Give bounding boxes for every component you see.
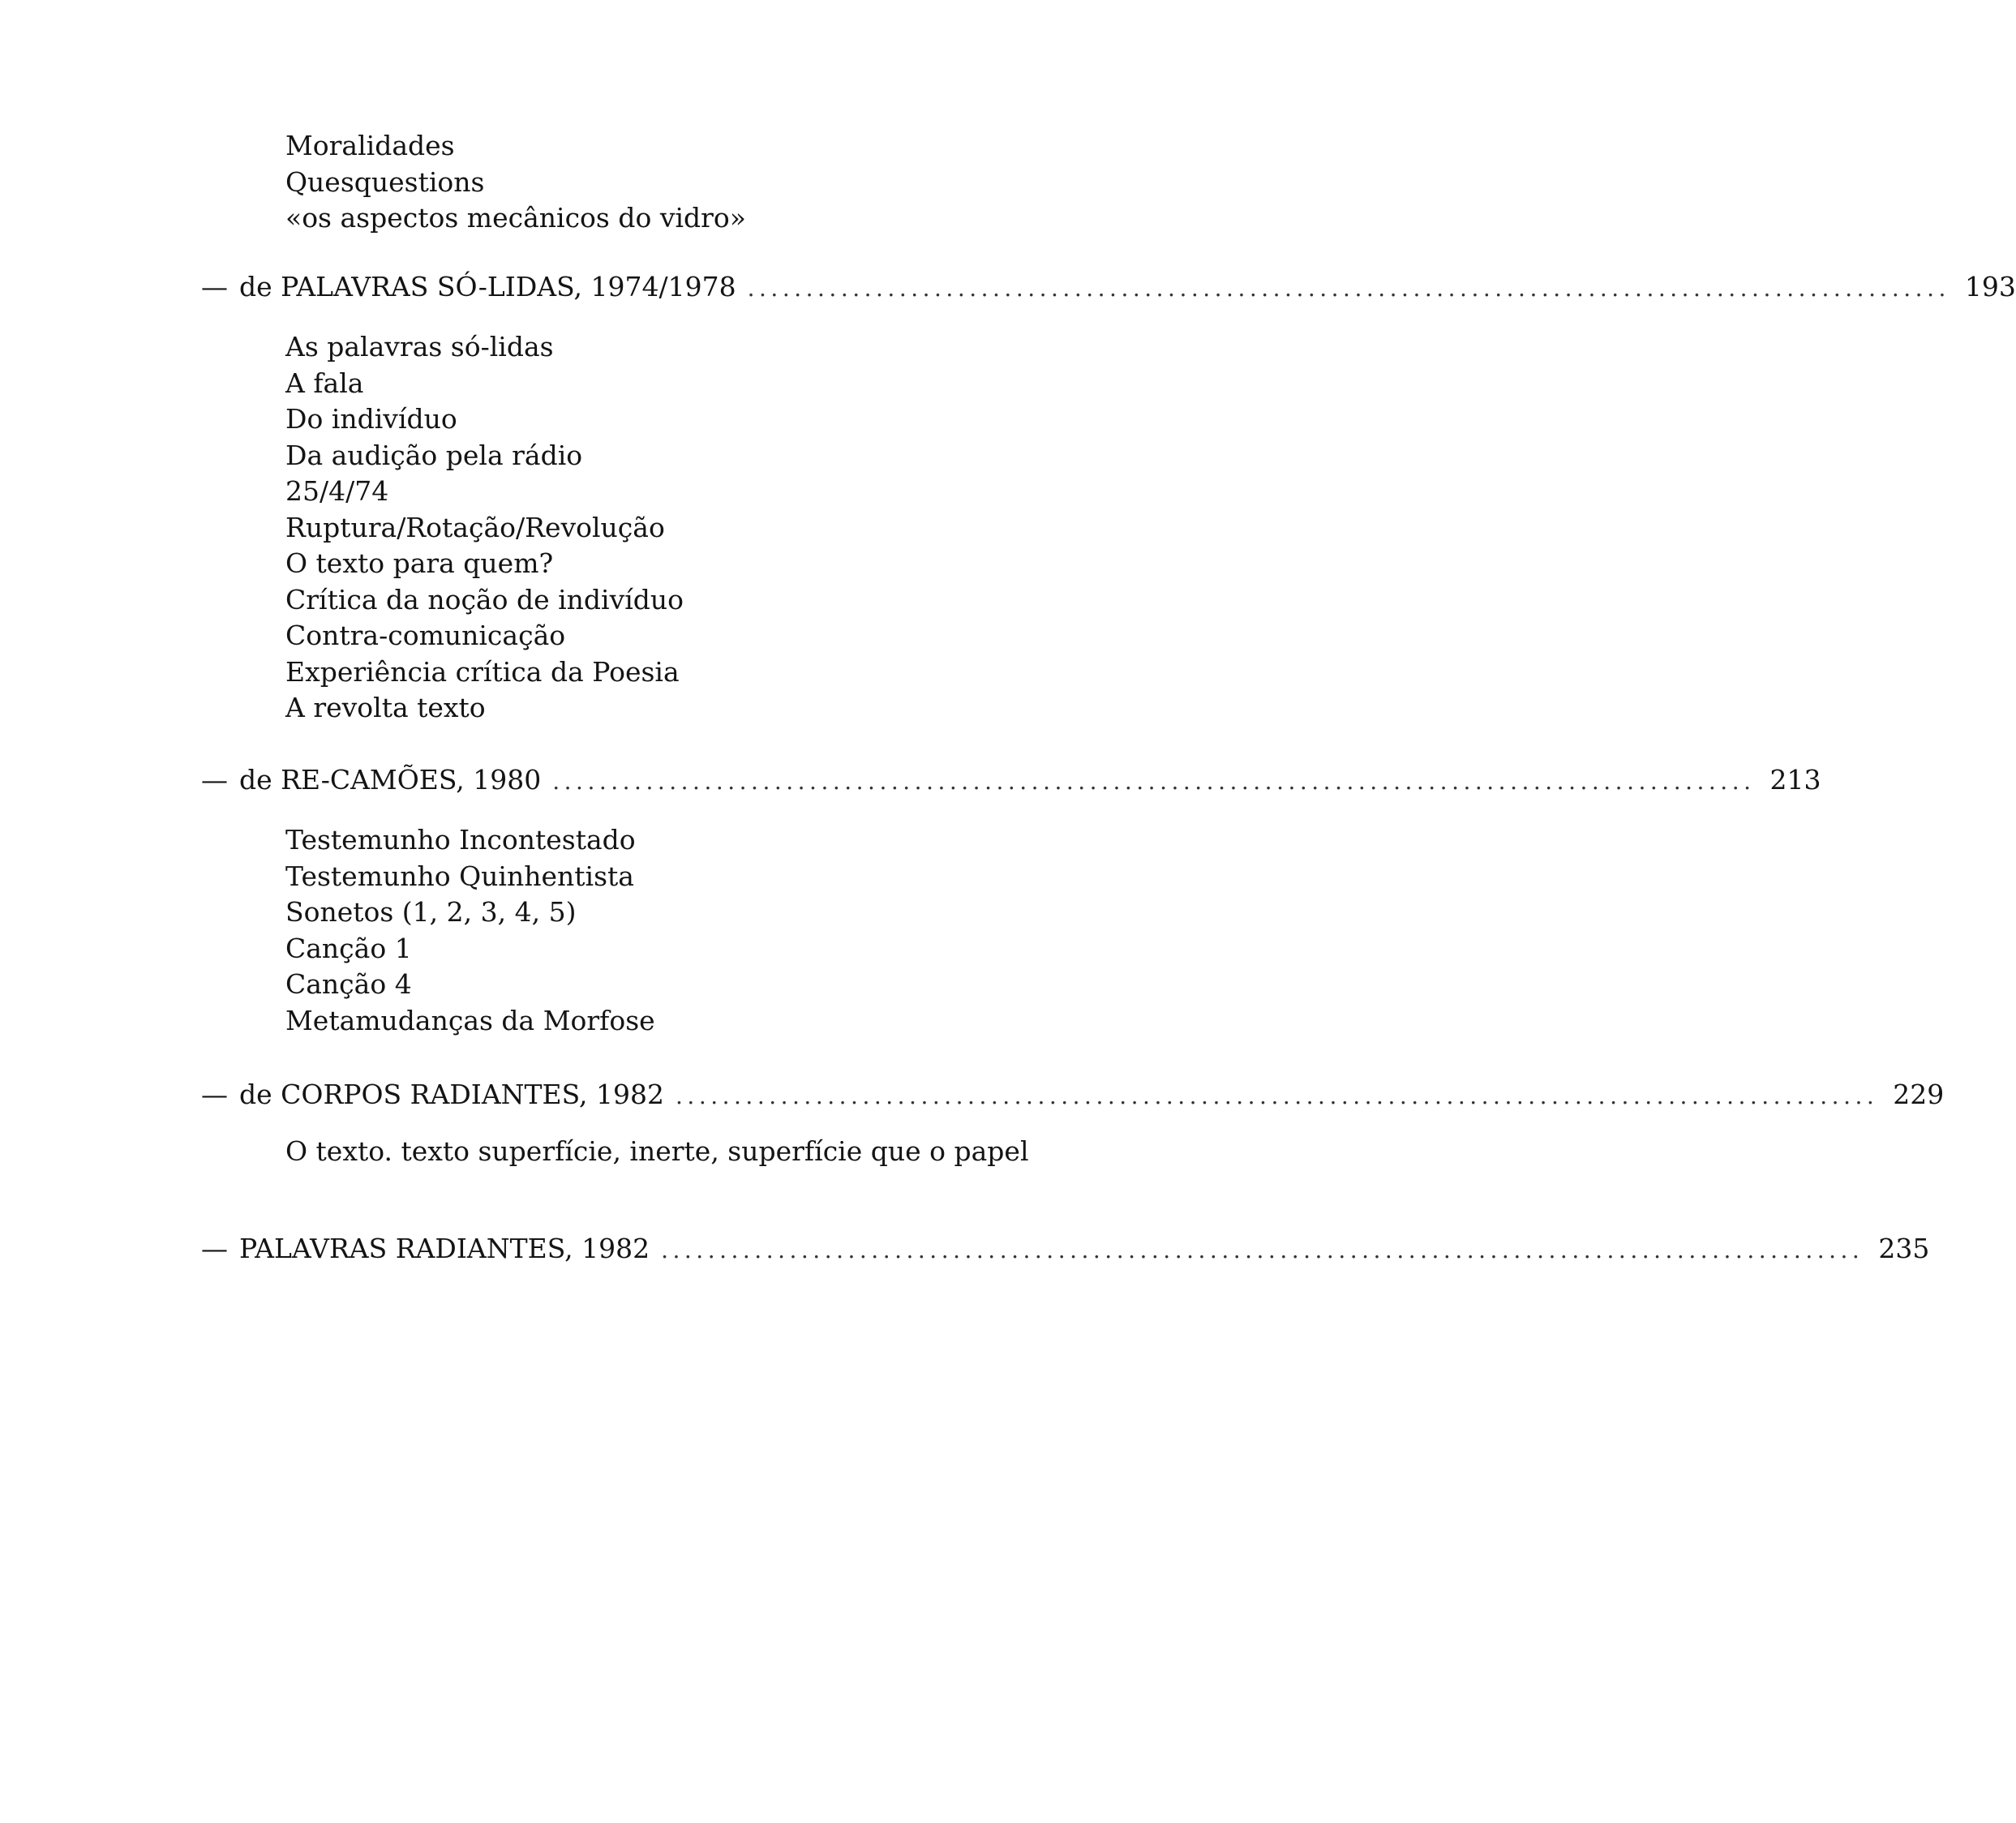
entry-title: de PALAVRAS SÓ-LIDAS, 1974/1978 [239, 271, 736, 302]
dot-leader: ....................................................................................................... [661, 1237, 1864, 1263]
section-list-palavras-so-lidas [285, 329, 684, 727]
list-item: Canção 1 [285, 932, 412, 964]
toc-entry-re-camoes [201, 762, 1821, 800]
section-list-corpos-radiantes [285, 1134, 1029, 1170]
toc-entry-corpos-radiantes [201, 1077, 1945, 1114]
entry-page-number: 229 [1893, 1079, 1945, 1110]
list-item: Canção 4 [285, 968, 412, 1000]
list-item: 25/4/74 [285, 475, 389, 507]
entry-dash: — [201, 1233, 228, 1264]
list-item: A revolta texto [285, 692, 486, 723]
list-item: Contra-comunicação [285, 620, 566, 651]
list-item: O texto. texto superfície, inerte, superfície que o papel [285, 1135, 1029, 1167]
list-item: A fala [285, 367, 364, 399]
entry-dash: — [201, 271, 228, 302]
entry-dash: — [201, 764, 228, 796]
dot-leader: ....................................................................................................... [676, 1083, 1879, 1109]
entry-title: de RE-CAMÕES, 1980 [239, 764, 542, 796]
list-item: Da audição pela rádio [285, 439, 583, 471]
entry-dash: — [201, 1079, 228, 1110]
toc-entry-palavras-radiantes [201, 1231, 1930, 1268]
entry-title: de CORPOS RADIANTES, 1982 [239, 1079, 665, 1110]
list-item: Experiência crítica da Poesia [285, 655, 680, 688]
list-item: O texto para quem? [285, 547, 554, 579]
list-item: «os aspectos mecânicos do vidro» [285, 202, 746, 234]
list-item: As palavras só-lidas [285, 331, 554, 362]
entry-page-number: 213 [1769, 764, 1821, 796]
list-item: Ruptura/Rotação/Revolução [285, 511, 665, 543]
dot-leader: ....................................................................................................... [552, 768, 1756, 795]
intro-list [285, 128, 746, 237]
dot-leader: ....................................................................................................... [747, 275, 1950, 302]
section-list-re-camoes [285, 822, 655, 1039]
list-item: Quesquestions [285, 165, 485, 198]
toc-entry-palavras-so-lidas [201, 269, 2016, 307]
list-item: Testemunho Quinhentista [285, 860, 634, 892]
list-item: Testemunho Incontestado [285, 824, 636, 856]
list-item: Crítica da noção de indivíduo [285, 583, 684, 616]
list-item: Metamudanças da Morfose [285, 1004, 655, 1036]
entry-page-number: 193 [1964, 271, 2016, 302]
entry-page-number: 235 [1878, 1233, 1930, 1264]
entry-title: PALAVRAS RADIANTES, 1982 [239, 1233, 650, 1264]
list-item: Do indivíduo [285, 403, 457, 435]
list-item: Sonetos (1, 2, 3, 4, 5) [285, 896, 577, 928]
list-item: Moralidades [285, 130, 455, 161]
